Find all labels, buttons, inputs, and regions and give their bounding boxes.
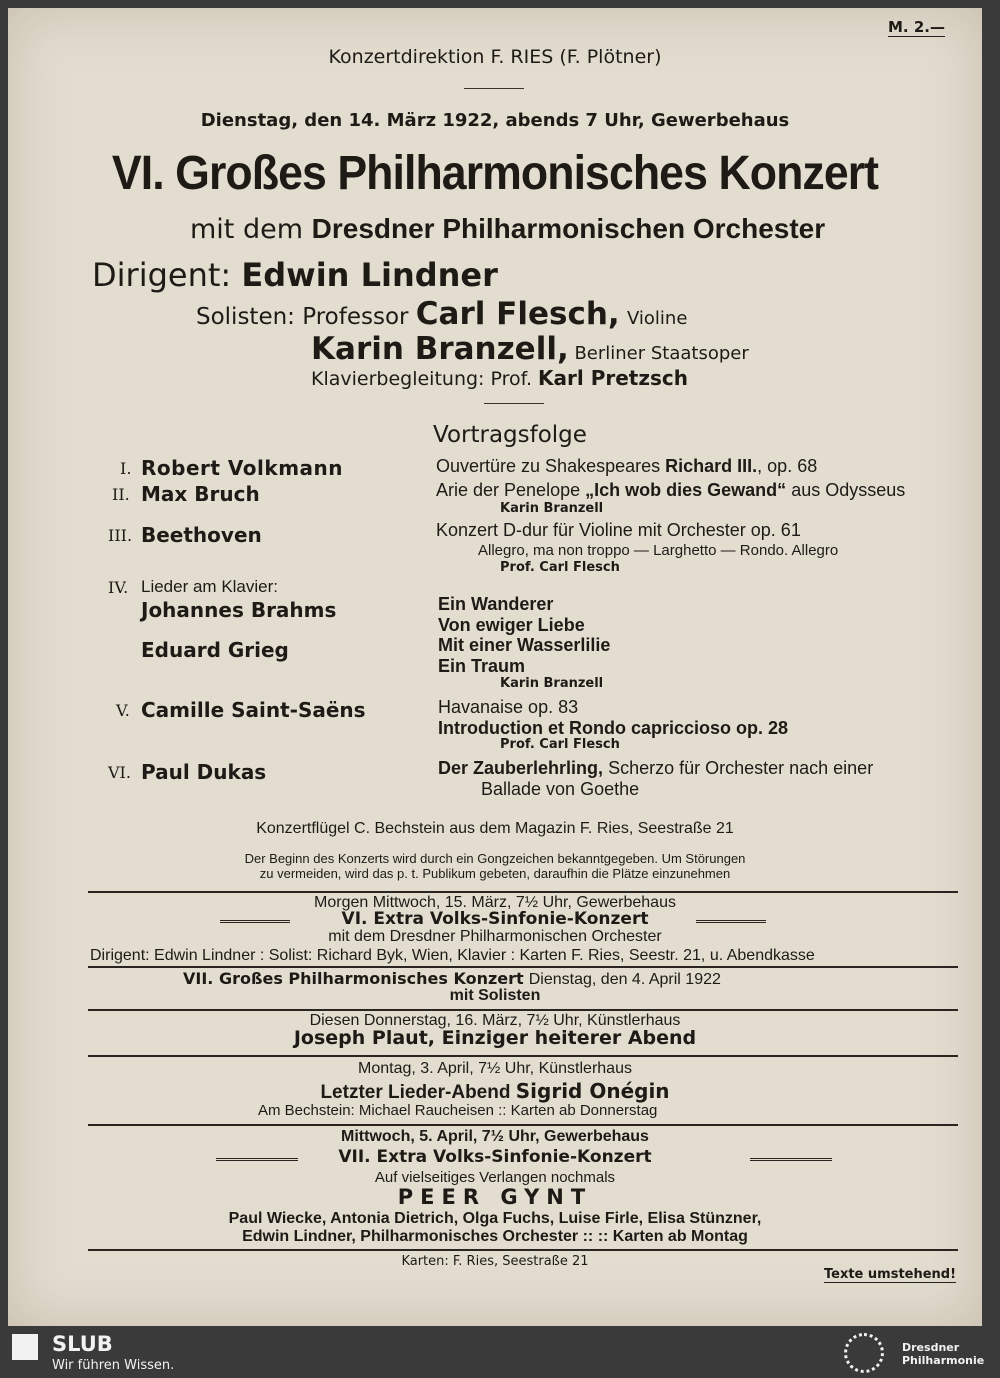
- work-title: Ouvertüre zu Shakespeares Richard III., op. 68: [436, 456, 818, 476]
- ann5-work: PEER GYNT: [397, 1185, 593, 1209]
- divider-rule: [88, 1009, 958, 1011]
- work-title: Arie der Penelope „Ich wob dies Gewand“ aus Odysseus: [436, 480, 906, 500]
- soloist-line-2: [311, 331, 749, 367]
- lieder-label: Lieder am Klavier:: [141, 577, 279, 596]
- divider-rule: [88, 966, 958, 968]
- document-code: M. 2.—: [888, 18, 945, 36]
- ann2-sub: mit Solisten: [449, 987, 541, 1004]
- work-title-cont: Ballade von Goethe: [481, 779, 640, 799]
- song-title: Ein Traum: [438, 656, 526, 676]
- composer-name: Robert Volkmann: [141, 456, 344, 480]
- orchestra-name: Dresdner Philharmonischen Orchester: [311, 213, 826, 244]
- accompaniment-line: [311, 366, 688, 390]
- orchestra-prefix: mit dem: [190, 214, 304, 245]
- performer: Karin Branzell: [500, 501, 604, 516]
- soloist2-role: Berliner Staatsoper: [574, 343, 749, 364]
- ann5-title: VII. Extra Volks-Sinfonie-Konzert: [338, 1147, 652, 1167]
- divider-rule: [88, 1124, 958, 1126]
- slub-slogan: Wir führen Wissen.: [52, 1358, 175, 1373]
- orchestra-line: [190, 213, 825, 245]
- work-title: Introduction et Rondo capriccioso op. 28: [438, 718, 789, 738]
- ann5-date: Mittwoch, 5. April, 7½ Uhr, Gewerbehaus: [341, 1128, 649, 1145]
- ann4-title: Sigrid Onégin: [515, 1079, 670, 1103]
- ann2-line: [183, 969, 721, 989]
- ann2-date: Dienstag, den 4. April 1922: [528, 971, 721, 988]
- begin-note-1: Der Beginn des Konzerts wird durch ein Gongzeichen bekanntgegeben. Um Störungen: [244, 851, 746, 866]
- performer: Karin Branzell: [500, 676, 604, 691]
- composer-name: Johannes Brahms: [141, 598, 337, 622]
- concert-agency: Konzertdirektion F. RIES (F. Plötner): [328, 46, 662, 68]
- tickets-note: Karten: F. Ries, Seestraße 21: [401, 1254, 589, 1269]
- song-title: Von ewiger Liebe: [438, 615, 585, 635]
- soloist-line-1: [196, 296, 687, 332]
- dp-line-2: Philharmonie: [902, 1354, 985, 1367]
- ann1-date: Morgen Mittwoch, 15. März, 7½ Uhr, Gewerbehaus: [314, 894, 676, 911]
- ann1-orchestra: mit dem Dresdner Philharmonischen Orchester: [328, 928, 662, 945]
- composer-name: Beethoven: [141, 523, 262, 547]
- archive-footer: [0, 1328, 1000, 1378]
- program-heading: Vortragsfolge: [433, 422, 587, 448]
- soloist2-name: Karin Branzell,: [311, 331, 569, 367]
- composer-name: Max Bruch: [141, 482, 260, 506]
- song-title: Ein Wanderer: [438, 594, 554, 614]
- ann3-date: Diesen Donnerstag, 16. März, 7½ Uhr, Künstlerhaus: [309, 1012, 681, 1029]
- concert-program-sheet: M. 2.— Konzertdirektion F. RIES (F. Plötner) Dienstag, den 14. März 1922, abends 7 Uhr, Gewerbehaus VI. Großes Philharmonisches Konzert mit dem Dresdner Philharmonischen Orchester Dirigent: Edwin Lindner Solisten: Professor Carl Flesch, Violine Karin Branzell, Berliner Staatsoper Klavierbegleitung: Prof. Karl Pretzsch Vortragsfolge I. Robert Volkmann Ouvertüre zu Shakespeares Richard III., op. 68 II. Max Bruch Arie der Penelope „Ich wob dies Gewand“ aus Odysseus Karin Branzell III. Beethoven Konzert D-dur für Violine mit Orchester op. 61 Allegro, ma non troppo — Larghetto — Rondo. Allegro Prof. Carl Flesch IV. Lieder am Klavier: Johannes Brahms Ein Wanderer Von ewiger Liebe Eduard Grieg Mit einer Wasserlilie Ein Traum Karin Branzell V. Camille Saint-Saëns Havanaise op. 83 Introduction et Rondo capriccioso op. 28 Prof. Carl Flesch VI. Paul Dukas Der Zauberlehrling, Scherzo für Orchester nach einer Ballade von Goethe Konzertflügel C. Bechstein aus dem Magazin F. Ries, Seestraße 21 Der Beginn des Konzerts wird durch ein Gongzeichen bekanntgegeben. Um Störungen zu vermeiden, wird das p. t. Publikum gebeten, daraufhin die Plätze einzunehmen Morgen Mittwoch, 15. März, 7½ Uhr, Gewerbehaus VI. Extra Volks-Sinfonie-Konzert mit dem Dresdner Philharmonischen Orchester Dirigent: Edwin Lindner : Solist: Richard Byk, Wien, Klavier : Karten F. Ries, Seestr. 21, u. Abendkasse VII. Großes Philharmonisches Konzert Dienstag, den 4. April 1922 mit Solisten Diesen Donnerstag, 16. März, 7½ Uhr, Künstlerhaus Joseph Plaut, Einziger heiterer Abend Montag, 3. April, 7½ Uhr, Künstlerhaus Letzter Lieder-Abend Sigrid Onégin Am Bechstein: Michael Raucheisen :: Karten ab Donnerstag Mittwoch, 5. April, 7½ Uhr, Gewerbehaus VII. Extra Volks-Sinfonie-Konzert Auf vielseitiges Verlangen nochmals PEER GYNT Paul Wiecke, Antonia Dietrich, Olga Fuchs, Luise Firle, Elisa Stünzner, Edwin Lindner, Philharmonisches Orchester :: :: Karten ab Montag Karten: F. Ries, Seestraße 21 Texte umstehend!: [8, 8, 982, 1326]
- work-title: Konzert D-dur für Violine mit Orchester op. 61: [436, 520, 801, 540]
- performer: Prof. Carl Flesch: [500, 560, 620, 575]
- movements: Allegro, ma non troppo — Larghetto — Rondo. Allegro: [478, 542, 839, 559]
- ann4-title-pre: Letzter Lieder-Abend: [320, 1082, 511, 1103]
- work-title: Havanaise op. 83: [438, 697, 579, 717]
- composer-name: Camille Saint-Saëns: [141, 698, 366, 722]
- ornament-divider: [464, 88, 524, 89]
- accompanist-name: Karl Pretzsch: [538, 366, 689, 390]
- ann3-title: Joseph Plaut, Einziger heiterer Abend: [293, 1027, 697, 1049]
- soloist1-prefix: Professor: [302, 304, 409, 330]
- dresdner-philharmonie-logo-icon: [844, 1333, 884, 1373]
- ornament-rule-right: [750, 1158, 832, 1161]
- concert-title: VI. Großes Philharmonisches Konzert: [111, 147, 879, 200]
- ann5-cast-1: Paul Wiecke, Antonia Dietrich, Olga Fuchs, Luise Firle, Elisa Stünzner,: [228, 1210, 762, 1227]
- performer: Prof. Carl Flesch: [500, 737, 620, 752]
- begin-note-2: zu vermeiden, wird das p. t. Publikum gebeten, daraufhin die Plätze einzunehmen: [259, 866, 731, 881]
- slub-logo-icon: [12, 1334, 38, 1360]
- soloist1-name: Carl Flesch,: [415, 296, 620, 332]
- ann1-title: VI. Extra Volks-Sinfonie-Konzert: [341, 909, 649, 929]
- composer-name: Eduard Grieg: [141, 638, 289, 662]
- ann4-details: Am Bechstein: Michael Raucheisen :: Karten ab Donnerstag: [258, 1102, 658, 1119]
- dp-line-1: Dresdner: [902, 1341, 960, 1354]
- ann4-date: Montag, 3. April, 7½ Uhr, Künstlerhaus: [358, 1060, 632, 1077]
- conductor-name: Edwin Lindner: [241, 256, 498, 294]
- ann4-title-line: [8, 1079, 982, 1104]
- ornament-divider-2: [484, 403, 544, 404]
- divider-rule: [88, 1249, 958, 1251]
- accompaniment-label: Klavierbegleitung: Prof.: [311, 368, 532, 390]
- ornament-rule-right: [696, 920, 766, 923]
- slub-title: SLUB: [52, 1332, 113, 1356]
- ann2-title: VII. Großes Philharmonisches Konzert: [183, 969, 524, 988]
- song-title: Mit einer Wasserlilie: [438, 635, 611, 655]
- conductor-line: [92, 256, 498, 294]
- ann5-cast-2: Edwin Lindner, Philharmonisches Orchester :: :: Karten ab Montag: [242, 1228, 748, 1245]
- piano-note: Konzertflügel C. Bechstein aus dem Magazin F. Ries, Seestraße 21: [256, 820, 734, 837]
- divider-rule: [88, 891, 958, 893]
- work-title: Der Zauberlehrling, Scherzo für Orchester nach einer: [438, 758, 874, 778]
- concert-date-line: Dienstag, den 14. März 1922, abends 7 Uhr, Gewerbehaus: [200, 110, 790, 131]
- conductor-label: Dirigent:: [92, 256, 232, 294]
- texts-overleaf-note: Texte umstehend!: [824, 1267, 957, 1282]
- ann5-sub: Auf vielseitiges Verlangen nochmals: [374, 1169, 616, 1186]
- soloists-label: Solisten:: [196, 304, 295, 330]
- soloist1-role: Violine: [627, 308, 688, 329]
- composer-name: Paul Dukas: [141, 760, 267, 784]
- ann1-details: Dirigent: Edwin Lindner : Solist: Richard Byk, Wien, Klavier : Karten F. Ries, Seestr. 21, u. Abendkasse: [90, 947, 815, 964]
- divider-rule: [88, 1055, 958, 1057]
